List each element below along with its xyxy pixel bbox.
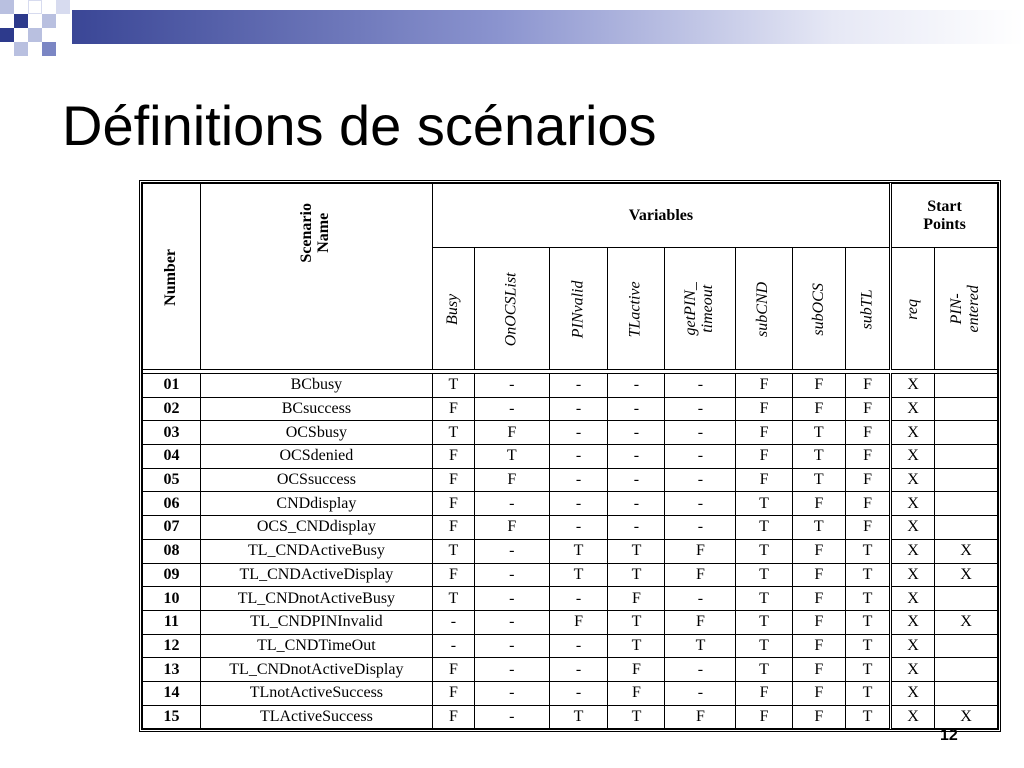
row-variable-cell: T: [846, 563, 891, 587]
row-variable-cell: T: [846, 539, 891, 563]
row-variable-cell: T: [432, 421, 474, 445]
var-subocs-label: subOCS: [809, 282, 827, 336]
row-req-cell: X: [891, 610, 935, 634]
row-variable-cell: T: [665, 634, 736, 658]
decor-square: [14, 42, 28, 56]
row-variable-cell: F: [432, 705, 474, 729]
scenario-rows: [143, 374, 998, 729]
scenario-table: [142, 183, 998, 729]
row-variable-cell: -: [474, 705, 549, 729]
row-pin-entered-cell: [935, 445, 998, 469]
table-row: [143, 563, 998, 587]
row-variable-cell: F: [474, 516, 549, 540]
start-pin-entered-label: PIN- entered: [948, 284, 983, 333]
var-header: [549, 248, 608, 370]
decor-square: [56, 0, 70, 14]
row-variable-cell: -: [665, 421, 736, 445]
row-variable-cell: -: [549, 634, 608, 658]
var-pinvalid-label: PINvalid: [569, 280, 587, 338]
row-number: 12: [143, 634, 201, 658]
row-pin-entered-cell: [935, 492, 998, 516]
table-row: [143, 610, 998, 634]
var-header: [792, 248, 845, 370]
row-variable-cell: -: [665, 374, 736, 398]
row-req-cell: X: [891, 492, 935, 516]
row-req-cell: X: [891, 397, 935, 421]
slide-title: Définitions de scénarios: [62, 94, 657, 157]
row-variable-cell: T: [792, 468, 845, 492]
row-variable-cell: -: [432, 634, 474, 658]
row-variable-cell: T: [846, 681, 891, 705]
row-req-cell: X: [891, 658, 935, 682]
row-variable-cell: F: [792, 610, 845, 634]
row-variable-cell: T: [608, 539, 665, 563]
table-row: [143, 492, 998, 516]
row-variable-cell: T: [736, 563, 792, 587]
row-number: 10: [143, 587, 201, 611]
row-number: 04: [143, 445, 201, 469]
row-number: 02: [143, 397, 201, 421]
decor-square: [28, 28, 42, 42]
header-variables: Variables: [432, 184, 890, 248]
row-variable-cell: F: [846, 492, 891, 516]
var-header: [736, 248, 792, 370]
table-row: [143, 681, 998, 705]
var-subtl-label: subTL: [858, 288, 876, 329]
row-variable-cell: T: [792, 421, 845, 445]
row-variable-cell: F: [665, 705, 736, 729]
row-variable-cell: -: [608, 516, 665, 540]
row-variable-cell: -: [608, 492, 665, 516]
row-req-cell: X: [891, 374, 935, 398]
row-variable-cell: F: [792, 539, 845, 563]
row-variable-cell: -: [665, 445, 736, 469]
start-header: [891, 248, 935, 370]
table-row: [143, 539, 998, 563]
var-subcnd-label: subCND: [754, 281, 772, 337]
row-number: 06: [143, 492, 201, 516]
row-variable-cell: T: [792, 445, 845, 469]
row-variable-cell: F: [792, 658, 845, 682]
row-variable-cell: F: [846, 397, 891, 421]
table-row: [143, 705, 998, 729]
row-pin-entered-cell: [935, 397, 998, 421]
row-variable-cell: -: [474, 634, 549, 658]
row-variable-cell: T: [608, 610, 665, 634]
row-variable-cell: T: [846, 587, 891, 611]
row-variable-cell: -: [549, 421, 608, 445]
table-row: [143, 421, 998, 445]
row-variable-cell: F: [665, 610, 736, 634]
var-header: [432, 248, 474, 370]
row-variable-cell: -: [665, 516, 736, 540]
row-variable-cell: -: [608, 397, 665, 421]
row-variable-cell: F: [736, 705, 792, 729]
row-variable-cell: -: [549, 492, 608, 516]
row-variable-cell: -: [549, 374, 608, 398]
table-row: [143, 587, 998, 611]
row-variable-cell: F: [432, 492, 474, 516]
row-variable-cell: T: [549, 563, 608, 587]
row-variable-cell: -: [474, 539, 549, 563]
row-variable-cell: -: [474, 610, 549, 634]
row-variable-cell: F: [549, 610, 608, 634]
row-pin-entered-cell: X: [935, 610, 998, 634]
row-scenario-name: TLnotActiveSuccess: [200, 681, 432, 705]
row-scenario-name: TL_CNDTimeOut: [200, 634, 432, 658]
row-number: 05: [143, 468, 201, 492]
row-scenario-name: TL_CNDActiveBusy: [200, 539, 432, 563]
row-variable-cell: T: [846, 705, 891, 729]
header-scenario-name-label: Scenario Name: [298, 203, 333, 263]
row-variable-cell: -: [608, 445, 665, 469]
row-variable-cell: T: [432, 539, 474, 563]
row-variable-cell: T: [432, 374, 474, 398]
row-variable-cell: F: [792, 681, 845, 705]
row-variable-cell: -: [665, 658, 736, 682]
row-pin-entered-cell: X: [935, 539, 998, 563]
row-variable-cell: T: [846, 610, 891, 634]
row-variable-cell: F: [474, 421, 549, 445]
row-scenario-name: BCsuccess: [200, 397, 432, 421]
row-variable-cell: -: [474, 492, 549, 516]
row-variable-cell: -: [549, 587, 608, 611]
row-pin-entered-cell: [935, 468, 998, 492]
row-pin-entered-cell: [935, 516, 998, 540]
row-variable-cell: F: [432, 563, 474, 587]
row-variable-cell: F: [736, 374, 792, 398]
row-number: 09: [143, 563, 201, 587]
row-variable-cell: T: [736, 516, 792, 540]
row-variable-cell: F: [792, 705, 845, 729]
row-variable-cell: T: [846, 634, 891, 658]
row-variable-cell: -: [474, 374, 549, 398]
row-pin-entered-cell: [935, 374, 998, 398]
row-variable-cell: F: [736, 681, 792, 705]
row-variable-cell: F: [792, 563, 845, 587]
row-number: 08: [143, 539, 201, 563]
row-variable-cell: F: [792, 374, 845, 398]
var-header: [846, 248, 891, 370]
var-header: [608, 248, 665, 370]
row-variable-cell: T: [608, 563, 665, 587]
header-gradient-bar: [72, 10, 1024, 44]
row-pin-entered-cell: X: [935, 705, 998, 729]
row-variable-cell: T: [608, 634, 665, 658]
row-variable-cell: -: [549, 681, 608, 705]
row-req-cell: X: [891, 705, 935, 729]
row-variable-cell: F: [608, 658, 665, 682]
row-variable-cell: F: [736, 468, 792, 492]
row-variable-cell: -: [608, 374, 665, 398]
row-variable-cell: -: [474, 397, 549, 421]
row-variable-cell: F: [432, 468, 474, 492]
row-number: 15: [143, 705, 201, 729]
var-busy-label: Busy: [443, 293, 461, 325]
row-variable-cell: -: [474, 563, 549, 587]
decor-square: [14, 14, 28, 28]
decor-square: [42, 42, 56, 56]
table-row: [143, 468, 998, 492]
row-scenario-name: TL_CNDActiveDisplay: [200, 563, 432, 587]
table-row: [143, 374, 998, 398]
row-variable-cell: F: [665, 563, 736, 587]
var-getpin-timeout-label: getPIN_ timeout: [682, 281, 717, 336]
row-pin-entered-cell: [935, 681, 998, 705]
row-scenario-name: OCSdenied: [200, 445, 432, 469]
row-req-cell: X: [891, 587, 935, 611]
table-row: [143, 445, 998, 469]
row-pin-entered-cell: [935, 587, 998, 611]
row-variable-cell: T: [736, 658, 792, 682]
row-variable-cell: T: [736, 610, 792, 634]
start-req-label: req: [903, 298, 921, 320]
row-scenario-name: BCbusy: [200, 374, 432, 398]
row-scenario-name: TL_CNDnotActiveBusy: [200, 587, 432, 611]
row-variable-cell: T: [736, 587, 792, 611]
row-variable-cell: -: [549, 658, 608, 682]
row-req-cell: X: [891, 681, 935, 705]
header-number: [143, 184, 201, 370]
decor-square: [0, 0, 14, 14]
row-req-cell: X: [891, 563, 935, 587]
row-variable-cell: -: [665, 492, 736, 516]
row-variable-cell: -: [432, 610, 474, 634]
row-number: 07: [143, 516, 201, 540]
row-req-cell: X: [891, 445, 935, 469]
row-scenario-name: TL_CNDnotActiveDisplay: [200, 658, 432, 682]
row-variable-cell: T: [549, 705, 608, 729]
table-row: [143, 634, 998, 658]
row-variable-cell: T: [792, 516, 845, 540]
row-variable-cell: T: [432, 587, 474, 611]
page-number: 12: [940, 727, 958, 744]
row-variable-cell: -: [608, 468, 665, 492]
row-variable-cell: F: [792, 492, 845, 516]
row-variable-cell: F: [665, 539, 736, 563]
row-number: 03: [143, 421, 201, 445]
row-scenario-name: OCS_CNDdisplay: [200, 516, 432, 540]
row-variable-cell: -: [549, 397, 608, 421]
row-variable-cell: -: [665, 681, 736, 705]
decor-square: [0, 28, 14, 42]
row-variable-cell: -: [549, 468, 608, 492]
row-req-cell: X: [891, 634, 935, 658]
row-req-cell: X: [891, 468, 935, 492]
row-variable-cell: F: [792, 587, 845, 611]
row-variable-cell: F: [846, 468, 891, 492]
row-variable-cell: -: [474, 587, 549, 611]
row-scenario-name: TLActiveSuccess: [200, 705, 432, 729]
row-variable-cell: F: [846, 516, 891, 540]
row-req-cell: X: [891, 516, 935, 540]
row-variable-cell: F: [608, 681, 665, 705]
row-variable-cell: F: [792, 634, 845, 658]
row-variable-cell: F: [432, 445, 474, 469]
header-start-points: [891, 184, 998, 248]
row-number: 11: [143, 610, 201, 634]
header-number-label: Number: [162, 248, 180, 306]
row-scenario-name: OCSbusy: [200, 421, 432, 445]
row-variable-cell: F: [432, 397, 474, 421]
var-tlactive-label: TLactive: [627, 280, 645, 337]
row-variable-cell: T: [736, 539, 792, 563]
var-header: [665, 248, 736, 370]
row-req-cell: X: [891, 421, 935, 445]
header-start-points-label: Start Points: [923, 197, 966, 233]
table-row: [143, 397, 998, 421]
row-variable-cell: F: [474, 468, 549, 492]
row-variable-cell: F: [432, 516, 474, 540]
row-variable-cell: F: [432, 681, 474, 705]
row-number: 01: [143, 374, 201, 398]
row-variable-cell: -: [474, 681, 549, 705]
row-scenario-name: TL_CNDPINInvalid: [200, 610, 432, 634]
row-variable-cell: -: [549, 445, 608, 469]
row-pin-entered-cell: [935, 658, 998, 682]
row-pin-entered-cell: [935, 421, 998, 445]
scenario-table-frame: [139, 180, 1001, 732]
row-variable-cell: F: [846, 445, 891, 469]
row-variable-cell: F: [432, 658, 474, 682]
row-variable-cell: -: [665, 397, 736, 421]
row-req-cell: X: [891, 539, 935, 563]
row-variable-cell: T: [549, 539, 608, 563]
row-variable-cell: F: [736, 397, 792, 421]
row-variable-cell: F: [846, 421, 891, 445]
var-onocslist-label: OnOCSList: [502, 272, 520, 346]
row-variable-cell: T: [736, 492, 792, 516]
row-variable-cell: -: [665, 587, 736, 611]
row-variable-cell: T: [608, 705, 665, 729]
row-variable-cell: -: [549, 516, 608, 540]
row-scenario-name: CNDdisplay: [200, 492, 432, 516]
row-variable-cell: F: [736, 445, 792, 469]
row-number: 14: [143, 681, 201, 705]
row-variable-cell: -: [608, 421, 665, 445]
row-variable-cell: F: [736, 421, 792, 445]
row-variable-cell: -: [474, 658, 549, 682]
table-row: [143, 658, 998, 682]
row-variable-cell: T: [846, 658, 891, 682]
row-pin-entered-cell: X: [935, 563, 998, 587]
row-variable-cell: F: [846, 374, 891, 398]
decor-square: [42, 14, 56, 28]
row-variable-cell: F: [792, 397, 845, 421]
row-variable-cell: -: [665, 468, 736, 492]
row-number: 13: [143, 658, 201, 682]
row-pin-entered-cell: [935, 634, 998, 658]
header-scenario-name: [200, 184, 432, 370]
row-variable-cell: T: [736, 634, 792, 658]
row-variable-cell: F: [608, 587, 665, 611]
row-scenario-name: OCSsuccess: [200, 468, 432, 492]
start-header: [935, 248, 998, 370]
row-variable-cell: T: [474, 445, 549, 469]
var-header: [474, 248, 549, 370]
table-row: [143, 516, 998, 540]
decor-square: [28, 0, 42, 14]
